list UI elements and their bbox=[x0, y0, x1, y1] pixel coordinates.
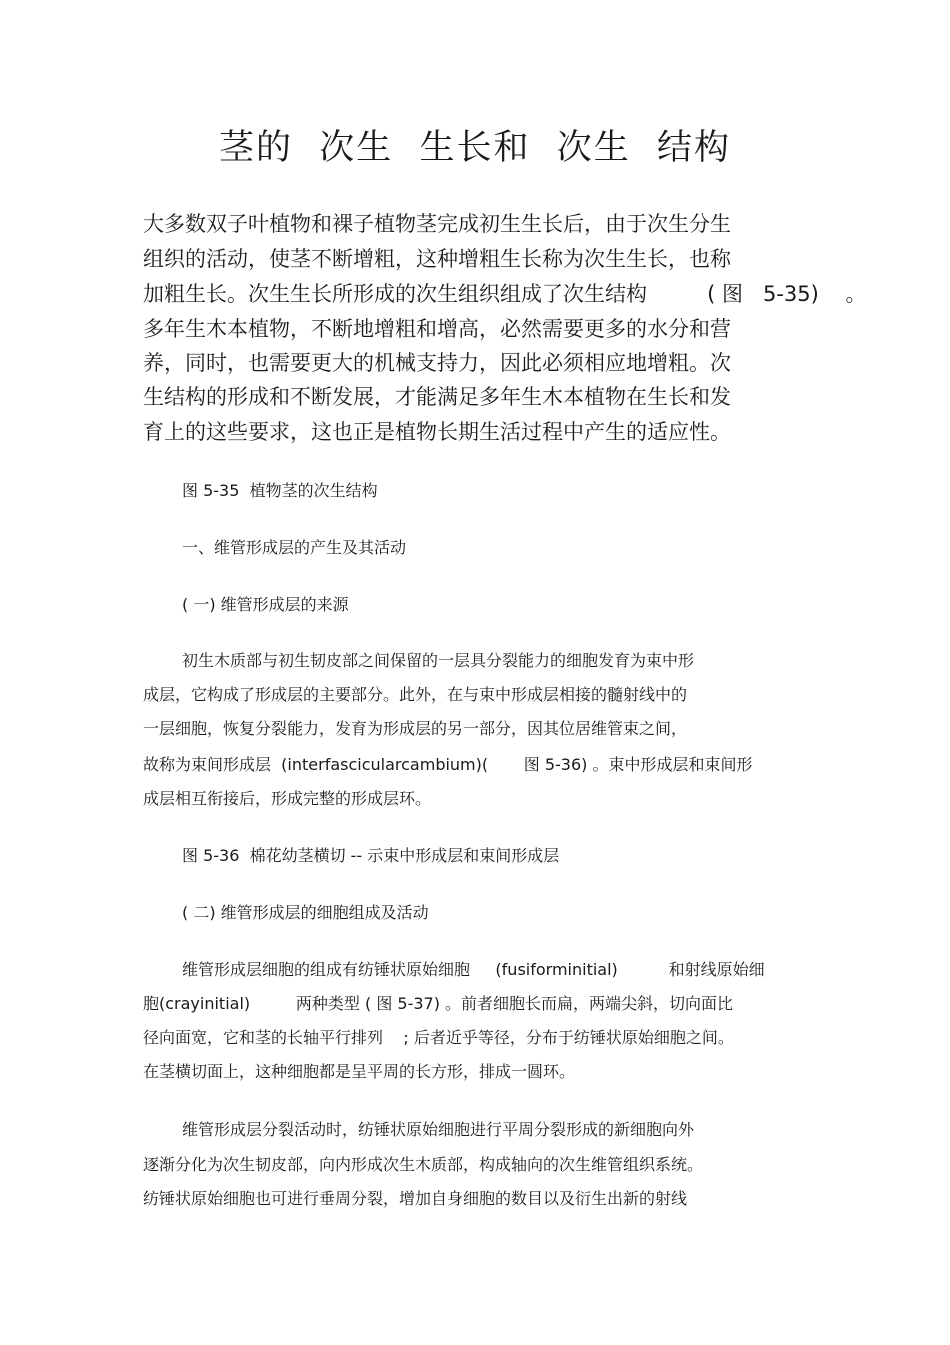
paragraph-line: 纺锤状原始细胞也可进行垂周分裂，增加自身细胞的数目以及衍生出新的射线 bbox=[143, 1189, 688, 1208]
paragraph-line: 一层细胞，恢复分裂能力，发育为形成层的另一部分，因其位居维管束之间， bbox=[143, 719, 688, 738]
intro-line: 育上的这些要求，这也正是植物长期生活过程中产生的适应性。 bbox=[143, 420, 731, 444]
subsection-heading: ( 一) 维管形成层的来源 bbox=[182, 595, 349, 614]
paragraph-line: 成层相互衔接后，形成完整的形成层环。 bbox=[143, 789, 432, 808]
intro-line: 多年生木本植物，不断地增粗和增高，必然需要更多的水分和营 bbox=[143, 317, 731, 341]
intro-line: 养，同时，也需要更大的机械支持力，因此必须相应地增粗。次 bbox=[143, 351, 731, 375]
paragraph-line: 径向面宽，它和茎的长轴平行排列 ; 后者近乎等径，分布于纺锤状原始细胞之间。 bbox=[143, 1028, 734, 1047]
section-heading: 一、维管形成层的产生及其活动 bbox=[182, 538, 407, 557]
subsection-heading: ( 二) 维管形成层的细胞组成及活动 bbox=[182, 903, 429, 922]
paragraph-line: 逐渐分化为次生韧皮部，向内形成次生木质部，构成轴向的次生维管组织系统。 bbox=[143, 1155, 704, 1174]
figure-caption-5-36: 图 5-36 棉花幼茎横切 -- 示束中形成层和束间形成层 bbox=[182, 846, 560, 865]
paragraph-line: 在茎横切面上，这种细胞都是呈平周的长方形，排成一圆环。 bbox=[143, 1062, 576, 1081]
paragraph-line: 成层，它构成了形成层的主要部分。此外，在与束中形成层相接的髓射线中的 bbox=[143, 685, 688, 704]
page-title: 茎的 次生 生长和 次生 结构 bbox=[218, 128, 731, 168]
figure-caption-5-35: 图 5-35 植物茎的次生结构 bbox=[182, 481, 378, 500]
paragraph-line: 故称为束间形成层 (interfascicularcambium)( 图 5-36) 。束中形成层和束间形 bbox=[143, 755, 753, 774]
paragraph-line: 维管形成层细胞的组成有纺锤状原始细胞 (fusiforminitial) 和射线原始细 bbox=[182, 960, 765, 979]
intro-line: 大多数双子叶植物和裸子植物茎完成初生生长后，由于次生分生 bbox=[143, 212, 731, 236]
paragraph-line: 维管形成层分裂活动时，纺锤状原始细胞进行平周分裂形成的新细胞向外 bbox=[182, 1120, 695, 1139]
intro-line: 加粗生长。次生生长所形成的次生组织组成了次生结构 ( 图 5-35) 。 bbox=[143, 282, 867, 306]
paragraph-line: 胞(crayinitial) 两种类型 ( 图 5-37) 。前者细胞长而扁，两端尖斜，切向面比 bbox=[143, 994, 734, 1013]
paragraph-line: 初生木质部与初生韧皮部之间保留的一层具分裂能力的细胞发育为束中形 bbox=[182, 651, 695, 670]
intro-line: 生结构的形成和不断发展，才能满足多年生木本植物在生长和发 bbox=[143, 385, 731, 409]
intro-line: 组织的活动，使茎不断增粗，这种增粗生长称为次生生长，也称 bbox=[143, 247, 731, 271]
